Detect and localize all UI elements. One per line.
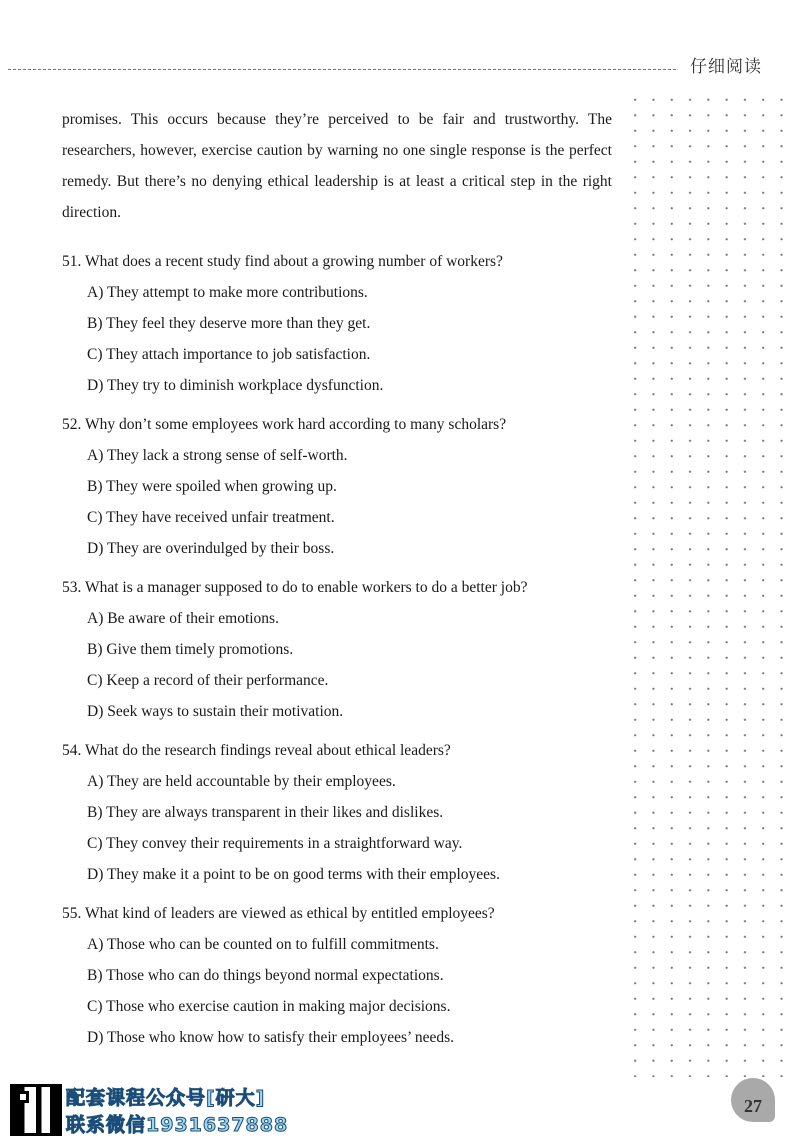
question-55: [62, 898, 612, 1053]
question-52: [62, 409, 612, 564]
option-b: B) They were spoiled when growing up.: [87, 478, 337, 495]
option-b: B) They feel they deserve more than they get.: [87, 315, 371, 332]
option-b: B) They are always transparent in their likes and dislikes.: [87, 804, 444, 821]
header-rule: [8, 69, 676, 70]
question-stem: 51. What does a recent study find about a growing number of workers?: [62, 253, 503, 270]
option-c: C) They have received unfair treatment.: [87, 509, 335, 526]
question-stem: 55. What kind of leaders are viewed as ethical by entitled employees?: [62, 905, 495, 922]
section-title: 仔细阅读: [690, 57, 762, 77]
question-54: [62, 735, 612, 890]
option-c: C) Those who exercise caution in making major decisions.: [87, 998, 451, 1015]
question-53: [62, 572, 612, 727]
option-d: D) They make it a point to be on good terms with their employees.: [87, 866, 500, 883]
question-stem: 52. Why don’t some employees work hard according to many scholars?: [62, 416, 507, 433]
page-number: 27: [744, 1095, 762, 1116]
qr-code-icon: [10, 1084, 62, 1136]
option-d: D) Seek ways to sustain their motivation.: [87, 703, 344, 720]
passage-text: promises. This occurs because they’re perceived to be fair and trustworthy. The researchers, however, exercise caution by warning no one single response is the perfect remedy. But there’s no denying ethical leadership is at least a critical step in the right direction.: [62, 111, 612, 221]
dot-grid-notes-area: [626, 92, 790, 1077]
question-stem: 53. What is a manager supposed to do to enable workers to do a better job?: [62, 579, 528, 596]
option-a: A) They lack a strong sense of self-worth.: [87, 447, 348, 464]
option-d: D) They are overindulged by their boss.: [87, 540, 335, 557]
option-a: A) Be aware of their emotions.: [87, 610, 279, 627]
promo-text-line-1: 配套课程公众号[研大]: [66, 1087, 266, 1109]
option-d: D) They try to diminish workplace dysfunction.: [87, 377, 384, 394]
option-a: A) They are held accountable by their employees.: [87, 773, 396, 790]
page-number-badge: [731, 1078, 775, 1122]
option-a: A) They attempt to make more contributions.: [87, 284, 368, 301]
main-content: [62, 104, 612, 1061]
option-c: C) They attach importance to job satisfaction.: [87, 346, 371, 363]
question-stem: 54. What do the research findings reveal about ethical leaders?: [62, 742, 451, 759]
option-b: B) Give them timely promotions.: [87, 641, 294, 658]
option-a: A) Those who can be counted on to fulfill commitments.: [87, 936, 439, 953]
option-d: D) Those who know how to satisfy their employees’ needs.: [87, 1029, 455, 1046]
promo-text-line-2: 联系微信1931637888: [66, 1114, 289, 1136]
question-51: [62, 246, 612, 401]
option-c: C) They convey their requirements in a straightforward way.: [87, 835, 463, 852]
option-b: B) Those who can do things beyond normal expectations.: [87, 967, 444, 984]
option-c: C) Keep a record of their performance.: [87, 672, 329, 689]
